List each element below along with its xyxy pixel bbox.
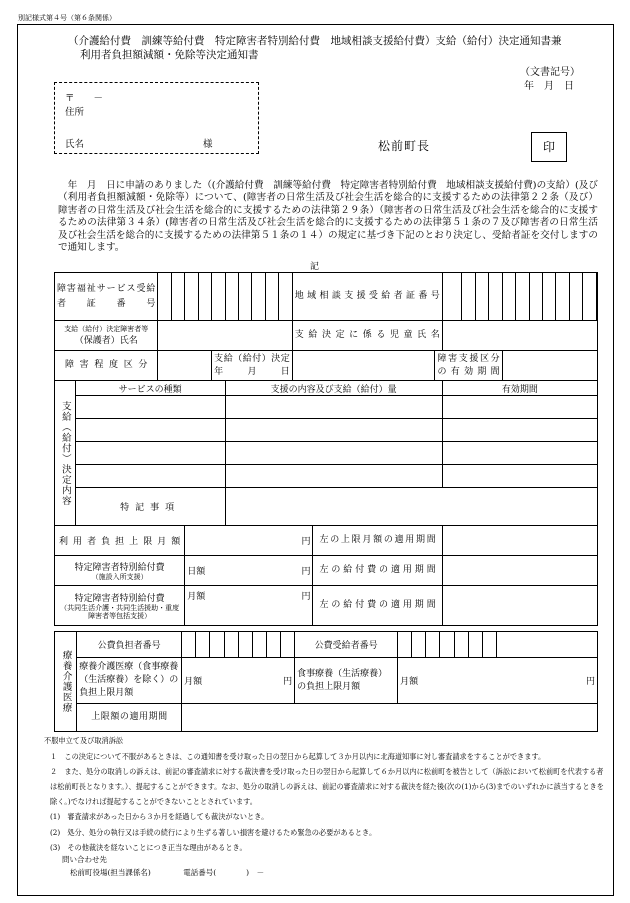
- support-period-label: 障害支援区分の有効期間: [435, 351, 502, 381]
- col-amount-header: 支援の内容及び支給（給付）量: [225, 381, 442, 396]
- address-box: [54, 82, 259, 154]
- receiver-no-cell[interactable]: [454, 632, 468, 658]
- special-notes-label: 特記事項: [75, 488, 225, 526]
- benefit2-period-label: 左の給付費の適用期間: [313, 586, 442, 626]
- support-period-value[interactable]: [502, 351, 597, 381]
- payer-no-cell[interactable]: [252, 632, 266, 658]
- contact-section: [62, 853, 264, 879]
- special-benefit2-yen: 円: [301, 592, 311, 602]
- receiver-no-cell[interactable]: [440, 632, 454, 658]
- special-benefit2-value[interactable]: [185, 586, 313, 626]
- note-1: １ この決定について不服があるときは、この通知書を受け取った日の翌日から起算して３か月以内に北海道知事に対し審査請求をすることができます。: [50, 751, 546, 761]
- form-id: 別記様式第４号（第６条関係）: [18, 14, 116, 22]
- receiver-no-cell[interactable]: [468, 632, 482, 658]
- contact-heading: 問い合わせ先: [62, 855, 107, 864]
- community-no-cell[interactable]: [583, 273, 596, 321]
- decision-date-label: 支給（給付）決定年月日: [212, 351, 293, 381]
- payer-no-cell[interactable]: [196, 632, 210, 658]
- payer-no-cell[interactable]: [266, 632, 280, 658]
- community-no-cell[interactable]: [475, 273, 488, 321]
- child-name-value[interactable]: [442, 321, 597, 351]
- recipient-no-cell[interactable]: [279, 273, 292, 321]
- child-name-label: 支給決定に係る児童氏名: [292, 321, 442, 351]
- recipient-no-cell[interactable]: [212, 273, 225, 321]
- guardian-name-sub: 支給（給付）決定障害者等: [64, 325, 149, 333]
- community-no-cell[interactable]: [529, 273, 542, 321]
- recipient-no-cell[interactable]: [239, 273, 252, 321]
- period-cell[interactable]: [442, 442, 597, 465]
- period-cell[interactable]: [442, 396, 597, 419]
- document-number: [520, 66, 580, 94]
- recipient-no-cell[interactable]: [225, 273, 238, 321]
- cap-period-label: 左の上限月額の適用期間: [313, 526, 442, 556]
- service-cell[interactable]: [75, 465, 225, 488]
- medical-cap-value[interactable]: [182, 658, 295, 704]
- special-benefit2-sub: （共同生活介護・共同生活援助・重度障害者等包括支援）: [60, 604, 180, 620]
- note-2: ２ また、処分の取消しの訴えは、前記の審査請求に対する裁決書を受け取った日の翌日から起算して６か月以内に松前町を被告として（訴訟において松前町を代表する者は松前町長となります。）、提起することができます。なお、処分の取消しの訴えは、前記の審査請求に対する裁決を経た後(次の(1)から(3)までのいずれかに該当するときを除く。)でなければ提起することができないこととされています。: [50, 766, 604, 806]
- recipient-no-cell[interactable]: [265, 273, 278, 321]
- medical-cap-period-value[interactable]: [182, 704, 598, 732]
- special-benefit1-label: [55, 556, 185, 586]
- medical-yen: 円: [283, 677, 293, 687]
- amount-cell[interactable]: [225, 419, 442, 442]
- month-amount-label: 月額: [187, 592, 206, 602]
- guardian-name-main: （保護者）氏名: [74, 336, 138, 346]
- benefit1-period-value[interactable]: [442, 556, 597, 586]
- payer-no-cell[interactable]: [281, 632, 295, 658]
- disability-level-value[interactable]: [158, 351, 212, 381]
- recipient-no-cell[interactable]: [171, 273, 184, 321]
- payer-no-cell[interactable]: [224, 632, 238, 658]
- notes-heading: 不服申立て及び取消訴訟: [44, 736, 124, 745]
- decision-content-side-label: 支給（給付）決定内容: [55, 381, 76, 526]
- doc-date: 年 月 日: [524, 81, 574, 92]
- document-title: [68, 34, 598, 62]
- benefit1-period-label: 左の給付費の適用期間: [313, 556, 442, 586]
- period-cell[interactable]: [442, 465, 597, 488]
- community-no-cell[interactable]: [442, 273, 462, 321]
- meal-cap-label: 食事療養（生活療養）の負担上限月額: [295, 658, 398, 704]
- community-no-cell[interactable]: [489, 273, 502, 321]
- payer-no-cell[interactable]: [238, 632, 252, 658]
- note-item-3: (3) その他裁決を経ないことにつき正当な理由があるとき。: [50, 843, 247, 853]
- recipient-no-cell[interactable]: [185, 273, 198, 321]
- receiver-no-cell[interactable]: [426, 632, 440, 658]
- meal-yen: 円: [585, 677, 595, 687]
- guardian-name-value[interactable]: [158, 321, 292, 351]
- payer-no-cell[interactable]: [210, 632, 224, 658]
- title-line-2: 利用者負担額減額・免除等決定通知書: [80, 49, 259, 61]
- medical-care-table: [54, 631, 598, 732]
- medical-cap-period-label: 上限額の適用期間: [77, 704, 182, 732]
- service-cell[interactable]: [75, 419, 225, 442]
- special-benefit1-yen: 円: [301, 567, 311, 577]
- community-no-cell[interactable]: [569, 273, 582, 321]
- guardian-name-label: [55, 321, 158, 351]
- receiver-no-cell[interactable]: [398, 632, 412, 658]
- cap-yen[interactable]: 円: [185, 526, 313, 556]
- disability-level-label: 障害程度区分: [55, 351, 158, 381]
- period-cell[interactable]: [442, 419, 597, 442]
- special-benefit2-main: 特定障害者特別給付費: [74, 594, 165, 604]
- contact-line: [62, 866, 264, 879]
- postal-code: 〒 －: [65, 93, 104, 104]
- receiver-no-extra[interactable]: [496, 632, 597, 658]
- doc-number-label: （文書記号）: [520, 67, 580, 78]
- note-item-2: (2) 処分、処分の執行又は手続の続行により生ずる著しい損害を避けるため緊急の必要があるとき。: [50, 827, 377, 837]
- contact-office: 松前町役場(担当課係名): [70, 868, 151, 877]
- cap-period-value[interactable]: [442, 526, 597, 556]
- col-service-header: サービスの種類: [75, 381, 225, 396]
- special-benefit1-value[interactable]: [185, 556, 313, 586]
- day-amount-label: 日額: [187, 567, 206, 577]
- recipient-no-cell[interactable]: [198, 273, 211, 321]
- community-no-cell[interactable]: [556, 273, 569, 321]
- decision-date-value[interactable]: [292, 351, 435, 381]
- medical-month-label: 月額: [184, 677, 203, 687]
- recipient-no-cell[interactable]: [158, 273, 171, 321]
- community-no-cell[interactable]: [596, 273, 597, 321]
- payer-no-cell[interactable]: [182, 632, 196, 658]
- special-benefit1-sub: （施設入所支援）: [91, 573, 148, 581]
- receiver-no-label: 公費受給者番号: [295, 632, 398, 658]
- special-notes-value[interactable]: [225, 488, 597, 526]
- payer-no-label: 公費負担者番号: [77, 632, 182, 658]
- community-no-label: 地域相談支援受給者証番号: [292, 273, 442, 321]
- decision-table: [54, 272, 598, 626]
- medical-cap-label: 療養介護医療（食事療養（生活療養）を除く）の負担上限月額: [77, 658, 182, 704]
- benefit2-period-value[interactable]: [442, 586, 597, 626]
- issuer: 松前町長: [378, 139, 431, 153]
- meal-cap-value[interactable]: [398, 658, 598, 704]
- title-line-1: （介護給付費 訓練等給付費 特定障害者特別給付費 地域相談支援給付費）支給（給付）決定通知書兼: [68, 35, 562, 47]
- receiver-no-cell[interactable]: [412, 632, 426, 658]
- name-label: 氏名: [65, 139, 85, 150]
- medical-care-side-label: 療養介護医療: [55, 632, 77, 732]
- community-no-cell[interactable]: [516, 273, 529, 321]
- amount-cell[interactable]: [225, 442, 442, 465]
- note-item-1: (1) 審査請求があった日から３か月を経過しても裁決がないとき。: [50, 811, 269, 821]
- honorific: 様: [203, 139, 213, 150]
- contact-phone: 電話番号( ) －: [183, 868, 265, 877]
- community-no-cell[interactable]: [502, 273, 515, 321]
- amount-cell[interactable]: [225, 396, 442, 419]
- community-no-cell[interactable]: [543, 273, 556, 321]
- address-label: 住所: [65, 107, 85, 118]
- notes-section: [44, 733, 610, 856]
- meal-month-label: 月額: [400, 677, 419, 687]
- cap-label: 利用者負担上限月額: [55, 526, 185, 556]
- body-text: 年 月 日に申請のありました（(介護給付費 訓練等給付費 特定障害者特別給付費 地域相談支援給付費)の支給）(及び（利用者負担額減額・免除等）について、(障害者の日常生活及び社会生活を総合的に支援するための法律第２２条（及び）障害者の日常生活及び社会生活を総合的に支援するための法律第２９条）（障害者の日常生活及び社会生活を総合的に支援するための法律第３４条）(障害者の日常生活及び社会生活を総合的に支援するための法律第５１条の７及び障害者の日常生活及び社会生活を総合的に支援するための法律第５１条の１４）の規定に基づき下記のとおり決定し、受給者証を交付しますので通知します。: [58, 180, 598, 254]
- recipient-no-cell[interactable]: [252, 273, 265, 321]
- seal-box: 印: [531, 132, 567, 162]
- service-cell[interactable]: [75, 442, 225, 465]
- recipient-no-label: 障害福祉サービス受給者証番号: [55, 273, 158, 321]
- special-benefit2-label: [55, 586, 185, 626]
- col-period-header: 有効期間: [442, 381, 597, 396]
- service-cell[interactable]: [75, 396, 225, 419]
- receiver-no-cell[interactable]: [482, 632, 496, 658]
- community-no-cell[interactable]: [462, 273, 475, 321]
- special-benefit1-main: 特定障害者特別給付費: [74, 563, 165, 573]
- ki-mark: 記: [310, 262, 320, 272]
- amount-cell[interactable]: [225, 465, 442, 488]
